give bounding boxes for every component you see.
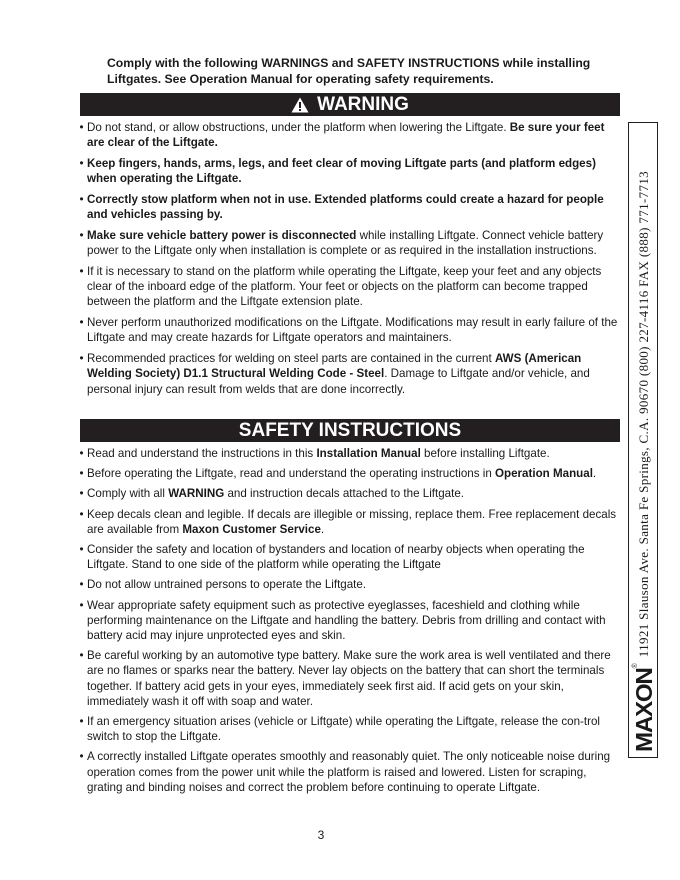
safety-item: • Be careful working by an automotive type battery. Make sure the work area is well ventilated and there are no flames or sparks near the battery. Never lay objects on the battery that can short the terminals together. If battery acid gets in your eyes, immediately seek first aid. If acid gets on your skin, immediately wash it off with soap and water.	[80, 648, 620, 709]
safety-item: • Consider the safety and location of bystanders and location of nearby objects when operating the Liftgate. Stand to one side of the platform while operating the Liftgate	[80, 542, 620, 572]
intro-text: Comply with the following WARNINGS and SAFETY INSTRUCTIONS while installing Liftgates. See Operation Manual for operating safety requirements.	[107, 56, 591, 86]
warning-item: • Correctly stow platform when not in use. Extended platforms could create a hazard for people and vehicles passing by.	[80, 192, 620, 222]
warning-triangle-icon	[291, 97, 309, 113]
warning-item: • Never perform unauthorized modifications on the Liftgate. Modifications may result in early failure of the Liftgate and may create hazards for Liftgate operators and maintainers.	[80, 315, 620, 345]
warning-item: • Do not stand, or allow obstructions, under the platform when lowering the Liftgate. Be sure your feet are clear of the Liftgate.	[80, 120, 620, 150]
safety-item: • If an emergency situation arises (vehicle or Liftgate) while operating the Liftgate, release the con-trol switch to stop the Liftgate.	[80, 714, 620, 744]
safety-instructions-banner	[80, 419, 620, 442]
sidebar-contact	[629, 122, 659, 758]
safety-list	[80, 446, 620, 800]
safety-title: SAFETY INSTRUCTIONS	[238, 419, 462, 441]
warning-banner	[80, 93, 620, 116]
warning-item: • Keep fingers, hands, arms, legs, and feet clear of moving Liftgate parts (and platform edges) when operating the Liftgate.	[80, 156, 620, 186]
warning-item: • If it is necessary to stand on the platform while operating the Liftgate, keep your feet and any objects clear of the inboard edge of the platform. Your feet or objects on the platform can become trapped between the platform and the Liftgate extension plate.	[80, 264, 620, 310]
safety-item: • Wear appropriate safety equipment such as protective eyeglasses, faceshield and clothing while performing maintenance on the Liftgate and handling the battery. Debris from drilling and contact with battery acid may injure unprotected eyes and skin.	[80, 598, 620, 644]
safety-item: • A correctly installed Liftgate operates smoothly and reasonably quiet. The only noticeable noise during operation comes from the power unit while the platform is raised and lowered. Listen for scraping, grating and binding noises and correct the problem before continuing to operate Liftgate.	[80, 749, 620, 795]
safety-item: • Do not allow untrained persons to operate the Liftgate.	[80, 577, 620, 592]
company-address: 11921 Slauson Ave. Santa Fe Springs, C.A. 90670 (800) 227-4116 FAX (888) 771-7713	[636, 170, 651, 658]
safety-item: • Before operating the Liftgate, read and understand the operating instructions in Operation Manual.	[80, 466, 620, 481]
safety-item: • Keep decals clean and legible. If decals are illegible or missing, replace them. Free replacement decals are available from Maxon Customer Service.	[80, 507, 620, 537]
maxon-logo: MAXON	[630, 668, 657, 752]
warning-title: WARNING	[317, 93, 409, 115]
safety-item: • Read and understand the instructions in this Installation Manual before installing Liftgate.	[80, 446, 620, 461]
page-number: 3	[317, 828, 325, 842]
registered-mark: ®	[632, 663, 639, 669]
warning-item: • Make sure vehicle battery power is disconnected while installing Liftgate. Connect vehicle battery power to the Liftgate only when installation is complete or as required in the installation instructions.	[80, 228, 620, 258]
safety-item: • Comply with all WARNING and instruction decals attached to the Liftgate.	[80, 486, 620, 501]
warning-list	[80, 120, 620, 402]
warning-item: • Recommended practices for welding on steel parts are contained in the current AWS (American Welding Society) D1.1 Structural Welding Code - Steel. Damage to Liftgate and/or vehicle, and personal injury can result from welds that are done incorrectly.	[80, 351, 620, 397]
